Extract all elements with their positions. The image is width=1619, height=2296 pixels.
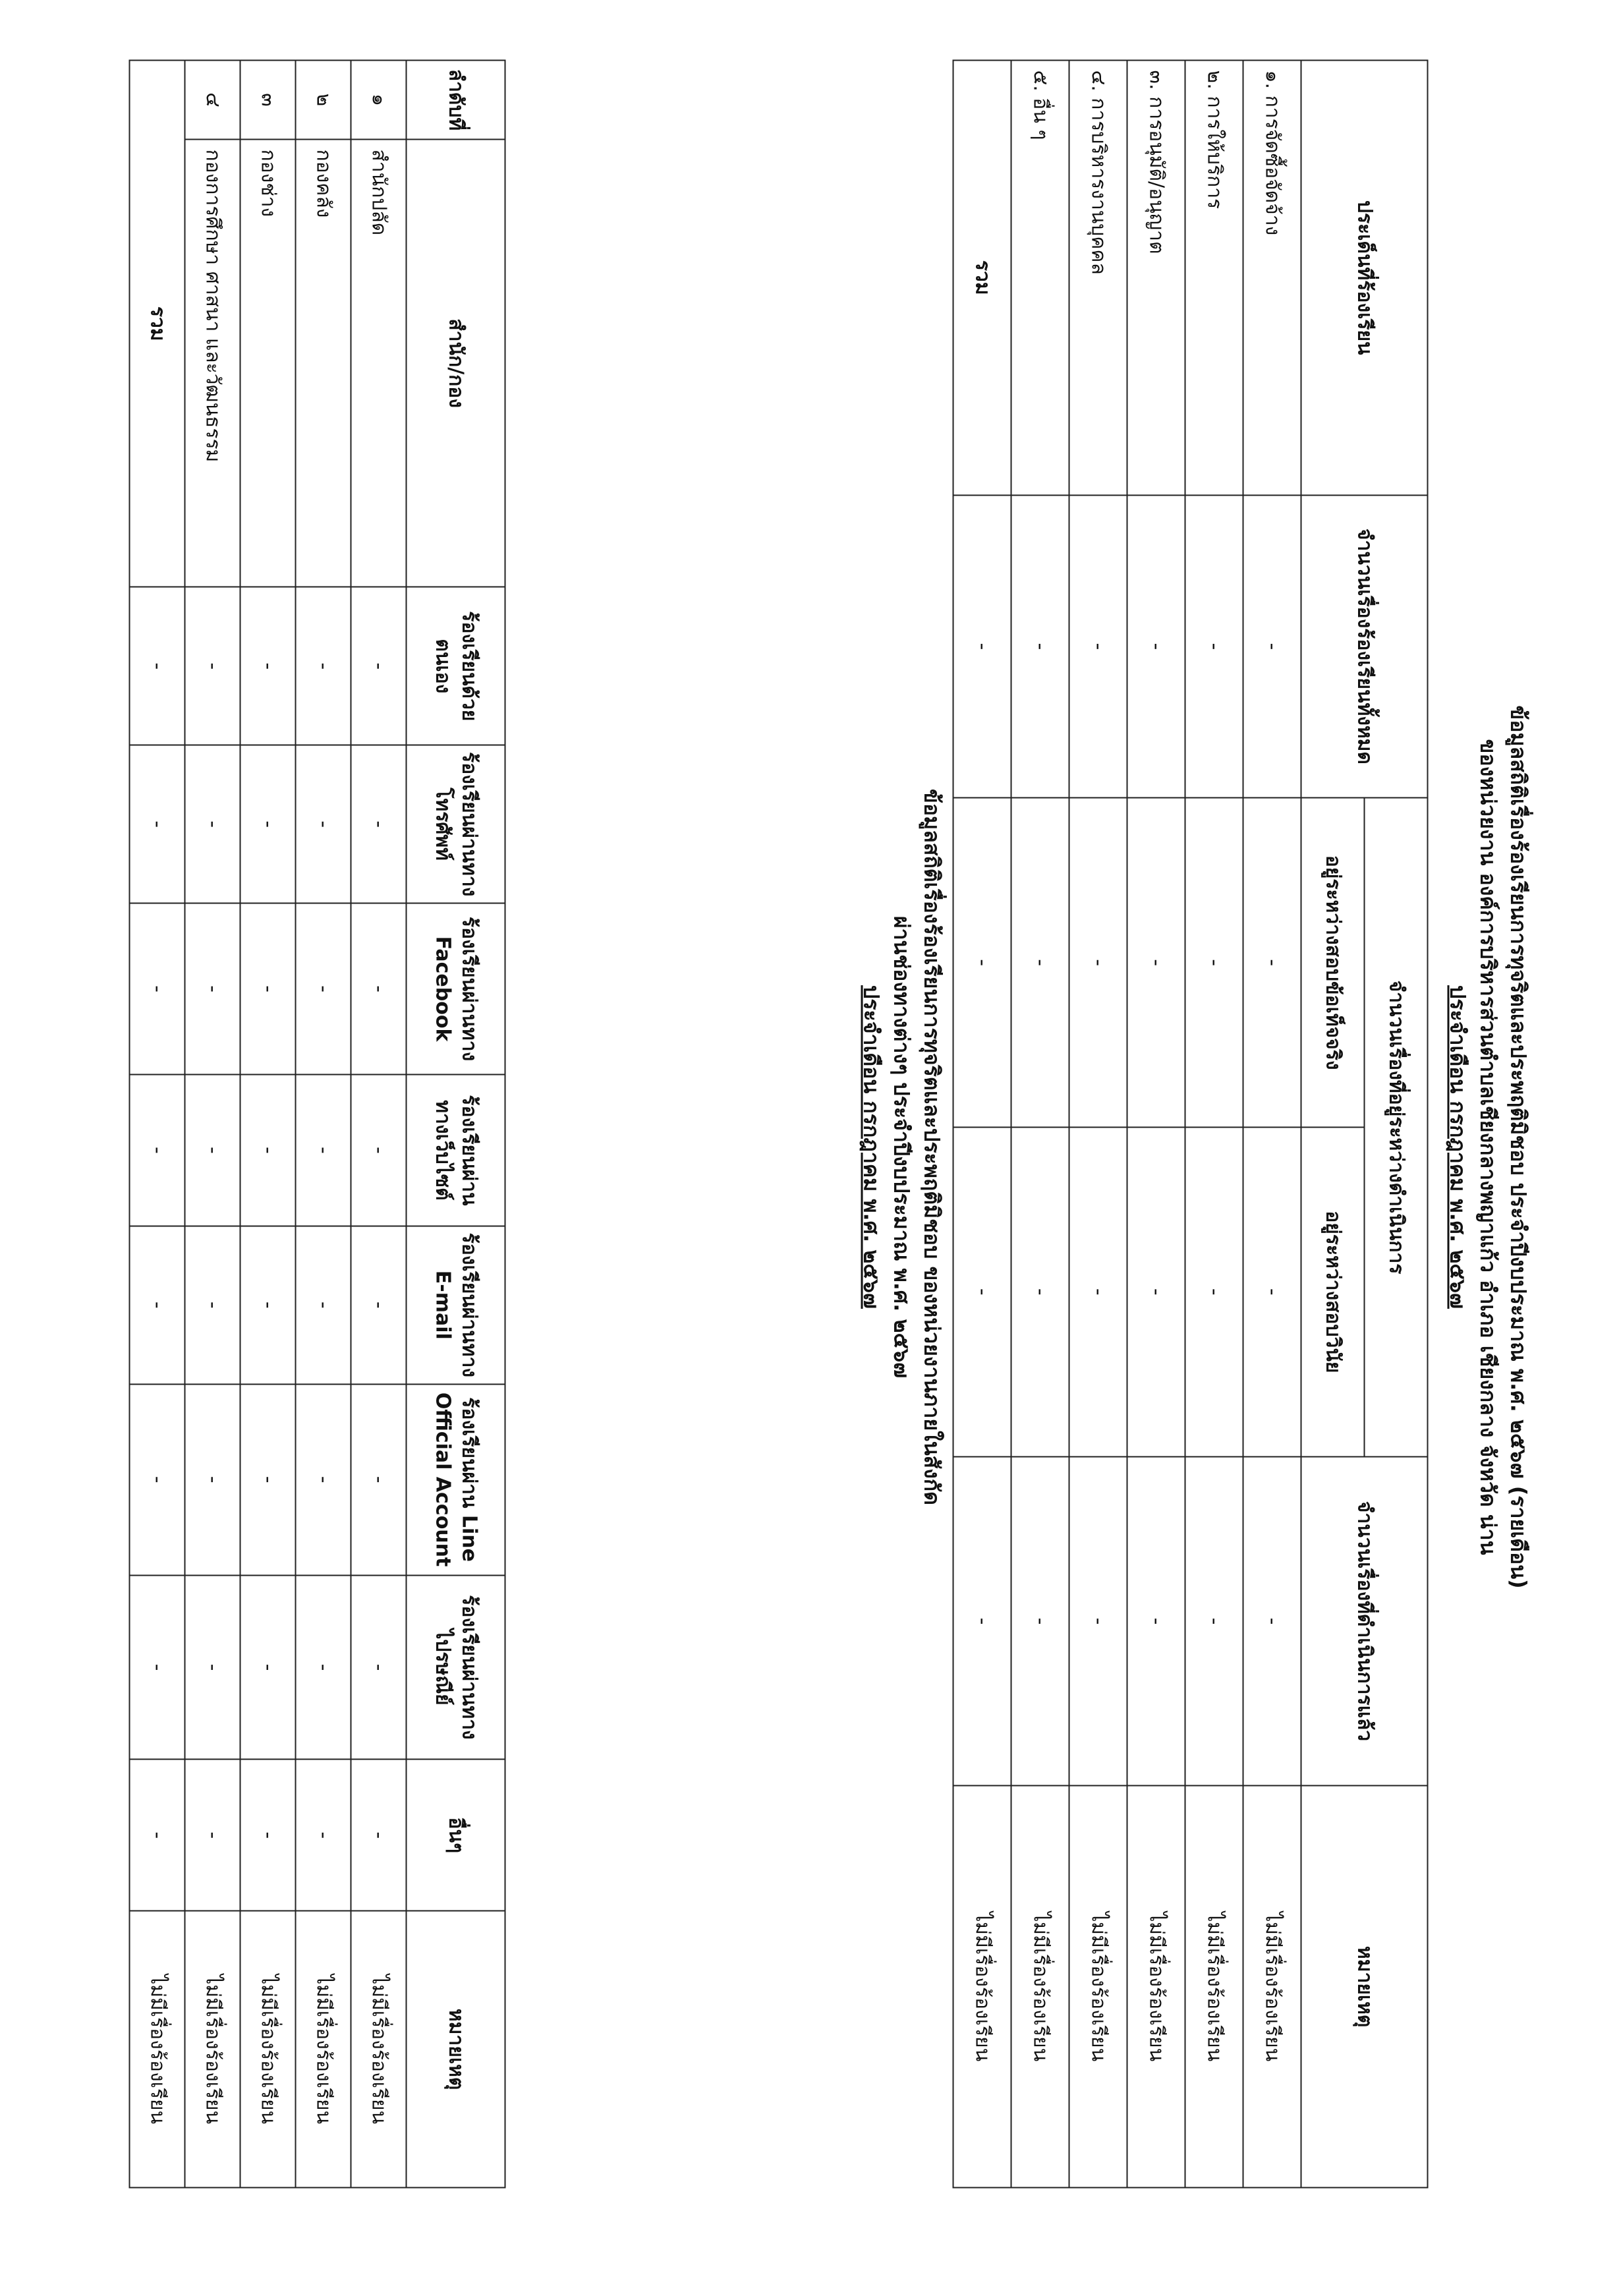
value-cell: - bbox=[351, 587, 406, 745]
issue-cell: ๕. อื่น ๆ bbox=[1011, 60, 1069, 495]
remark-cell: ไม่มีเรื่องร้องเรียน bbox=[1243, 1785, 1301, 2187]
header-disciplinary: อยู่ระหว่างสอบวินัย bbox=[1301, 1127, 1364, 1456]
fact-cell: - bbox=[953, 797, 1011, 1127]
disc-cell: - bbox=[1011, 1127, 1069, 1456]
no-cell: ๔ bbox=[185, 60, 240, 139]
remark-cell: ไม่มีเรื่องร้องเรียน bbox=[185, 1910, 240, 2187]
value-cell: - bbox=[129, 1074, 185, 1226]
remark-cell: ไม่มีเรื่องร้องเรียน bbox=[351, 1910, 406, 2187]
fact-cell: - bbox=[1011, 797, 1069, 1127]
total-cell: - bbox=[1011, 495, 1069, 798]
table-row bbox=[351, 60, 406, 2187]
report2-title: ข้อมูลสถิติเรื่องร้องเรียนการทุจริตและประพฤติมิชอบ ของหน่วยงานภายในสังกัด bbox=[919, 788, 944, 1505]
table-row bbox=[1243, 60, 1301, 2187]
table-row bbox=[1011, 60, 1069, 2187]
value-cell: - bbox=[240, 1384, 295, 1575]
remark-cell: ไม่มีเรื่องร้องเรียน bbox=[1011, 1785, 1069, 2187]
disc-cell: - bbox=[1069, 1127, 1127, 1456]
fact-cell: - bbox=[1069, 797, 1127, 1127]
value-cell: - bbox=[240, 1074, 295, 1226]
total-cell: - bbox=[1185, 495, 1243, 798]
remark-cell: ไม่มีเรื่องร้องเรียน bbox=[240, 1910, 295, 2187]
no-cell: ๓ bbox=[240, 60, 295, 139]
value-cell: - bbox=[351, 1759, 406, 1910]
done-cell: - bbox=[1011, 1456, 1069, 1786]
value-cell: - bbox=[185, 1074, 240, 1226]
value-cell: - bbox=[295, 745, 351, 903]
value-cell: - bbox=[185, 1759, 240, 1910]
header-phone: ร้องเรียนผ่านทางโทรศัพท์ bbox=[406, 745, 505, 903]
value-cell: - bbox=[185, 1384, 240, 1575]
issue-cell: ๓. การอนุมัติ/อนุญาต bbox=[1127, 60, 1185, 495]
value-cell: - bbox=[129, 1575, 185, 1760]
value-cell: - bbox=[240, 1226, 295, 1384]
value-cell: - bbox=[295, 1226, 351, 1384]
issue-cell: ๔. การบริหารงานบุคคล bbox=[1069, 60, 1127, 495]
value-cell: - bbox=[295, 1575, 351, 1760]
value-cell: - bbox=[129, 745, 185, 903]
value-cell: - bbox=[351, 745, 406, 903]
header-remark: หมายเหตุ bbox=[1301, 1785, 1427, 2187]
division-cell: กองช่าง bbox=[240, 139, 295, 587]
table-row bbox=[240, 60, 295, 2187]
remark-cell: ไม่มีเรื่องร้องเรียน bbox=[129, 1910, 185, 2187]
value-cell: - bbox=[240, 745, 295, 903]
done-cell: - bbox=[1127, 1456, 1185, 1786]
done-cell: - bbox=[1243, 1456, 1301, 1786]
disc-cell: - bbox=[953, 1127, 1011, 1456]
report1-subtitle: ของหน่วยงาน องค์การบริหารส่วนตำบลเชียงกลางพญาแก้ว อำเภอ เชียงกลาง จังหวัด น่าน bbox=[1475, 738, 1500, 1555]
value-cell: - bbox=[129, 1384, 185, 1575]
header-total: จำนวนเรื่องร้องเรียนทั้งหมด bbox=[1301, 495, 1427, 798]
value-cell: - bbox=[351, 1074, 406, 1226]
remark-cell: ไม่มีเรื่องร้องเรียน bbox=[953, 1785, 1011, 2187]
report2-table bbox=[128, 59, 505, 2188]
value-cell: - bbox=[295, 1074, 351, 1226]
total-label: รวม bbox=[129, 60, 185, 587]
value-cell: - bbox=[240, 587, 295, 745]
value-cell: - bbox=[185, 1226, 240, 1384]
report1-month: ประจำเดือน กรกฎาคม พ.ศ. ๒๕๖๗ bbox=[1445, 985, 1470, 1309]
value-cell: - bbox=[240, 1759, 295, 1910]
remark-cell: ไม่มีเรื่องร้องเรียน bbox=[1069, 1785, 1127, 2187]
issue-cell: ๑. การจัดซื้อจัดจ้าง bbox=[1243, 60, 1301, 495]
disc-cell: - bbox=[1127, 1127, 1185, 1456]
value-cell: - bbox=[129, 1759, 185, 1910]
division-cell: กองคลัง bbox=[295, 139, 351, 587]
header-facebook: ร้องเรียนผ่านทาง Facebook bbox=[406, 903, 505, 1074]
remark-cell: ไม่มีเรื่องร้องเรียน bbox=[295, 1910, 351, 2187]
remark-cell: ไม่มีเรื่องร้องเรียน bbox=[1185, 1785, 1243, 2187]
table-row bbox=[185, 60, 240, 2187]
value-cell: - bbox=[129, 1226, 185, 1384]
value-cell: - bbox=[351, 1226, 406, 1384]
division-cell: กองการศึกษา ศาสนา และวัฒนธรรม bbox=[185, 139, 240, 587]
fact-cell: - bbox=[1127, 797, 1185, 1127]
header-post: ร้องเรียนผ่านทางไปรษณีย์ bbox=[406, 1575, 505, 1760]
value-cell: - bbox=[185, 745, 240, 903]
header-remark: หมายเหตุ bbox=[406, 1910, 505, 2187]
report1-title: ข้อมูลสถิติเรื่องร้องเรียนการทุจริตและประพฤติมิชอบ ประจำปีงบประมาณ พ.ศ. ๒๕๖๗ (รายเดือน) bbox=[1506, 704, 1531, 1589]
total-label: รวม bbox=[953, 60, 1011, 495]
header-other: อื่นๆ bbox=[406, 1759, 505, 1910]
header-no: ลำดับที่ bbox=[406, 60, 505, 139]
value-cell: - bbox=[295, 1384, 351, 1575]
value-cell: - bbox=[185, 587, 240, 745]
value-cell: - bbox=[185, 1575, 240, 1760]
total-cell: - bbox=[1127, 495, 1185, 798]
report2-title-block bbox=[856, 580, 947, 1713]
header-division: สำนัก/กอง bbox=[406, 139, 505, 587]
header-website: ร้องเรียนผ่านทางเว็บไซต์ bbox=[406, 1074, 505, 1226]
total-row bbox=[953, 60, 1011, 2187]
done-cell: - bbox=[1185, 1456, 1243, 1786]
remark-cell: ไม่มีเรื่องร้องเรียน bbox=[1127, 1785, 1185, 2187]
table-row bbox=[295, 60, 351, 2187]
header-fact-finding: อยู่ระหว่างสอบข้อเท็จจริง bbox=[1301, 797, 1364, 1127]
header-completed: จำนวนเรื่องที่ดำเนินการแล้ว bbox=[1301, 1456, 1427, 1786]
total-cell: - bbox=[1243, 495, 1301, 798]
value-cell: - bbox=[240, 903, 295, 1074]
division-cell: สำนักปลัด bbox=[351, 139, 406, 587]
report1-table bbox=[952, 59, 1428, 2188]
total-cell: - bbox=[1069, 495, 1127, 798]
value-cell: - bbox=[185, 903, 240, 1074]
table-row bbox=[1185, 60, 1243, 2187]
header-line: ร้องเรียนผ่าน Line Official Account bbox=[406, 1384, 505, 1575]
value-cell: - bbox=[295, 1759, 351, 1910]
header-self: ร้องเรียนด้วยตนเอง bbox=[406, 587, 505, 745]
report2-subtitle: ผ่านช่องทางต่างๆ ประจำปีงบประมาณ พ.ศ. ๒๕๖๗ bbox=[889, 915, 914, 1378]
no-cell: ๑ bbox=[351, 60, 406, 139]
report1-title-block bbox=[1442, 514, 1533, 1779]
table-row bbox=[1127, 60, 1185, 2187]
total-cell: - bbox=[953, 495, 1011, 798]
table-row bbox=[1069, 60, 1127, 2187]
total-row bbox=[129, 60, 185, 2187]
fact-cell: - bbox=[1185, 797, 1243, 1127]
value-cell: - bbox=[129, 587, 185, 745]
value-cell: - bbox=[129, 903, 185, 1074]
value-cell: - bbox=[240, 1575, 295, 1760]
done-cell: - bbox=[953, 1456, 1011, 1786]
issue-cell: ๒. การให้บริการ bbox=[1185, 60, 1243, 495]
fact-cell: - bbox=[1243, 797, 1301, 1127]
value-cell: - bbox=[351, 1575, 406, 1760]
value-cell: - bbox=[351, 1384, 406, 1575]
header-in-progress: จำนวนเรื่องที่อยู่ระหว่างดำเนินการ bbox=[1364, 797, 1427, 1456]
no-cell: ๒ bbox=[295, 60, 351, 139]
disc-cell: - bbox=[1243, 1127, 1301, 1456]
disc-cell: - bbox=[1185, 1127, 1243, 1456]
header-email: ร้องเรียนผ่านทาง E-mail bbox=[406, 1226, 505, 1384]
done-cell: - bbox=[1069, 1456, 1127, 1786]
header-issue: ประเด็นที่ร้องเรียน bbox=[1301, 60, 1427, 495]
value-cell: - bbox=[295, 903, 351, 1074]
value-cell: - bbox=[351, 903, 406, 1074]
report2-month: ประจำเดือน กรกฎาคม พ.ศ. ๒๕๖๗ bbox=[859, 985, 884, 1309]
value-cell: - bbox=[295, 587, 351, 745]
